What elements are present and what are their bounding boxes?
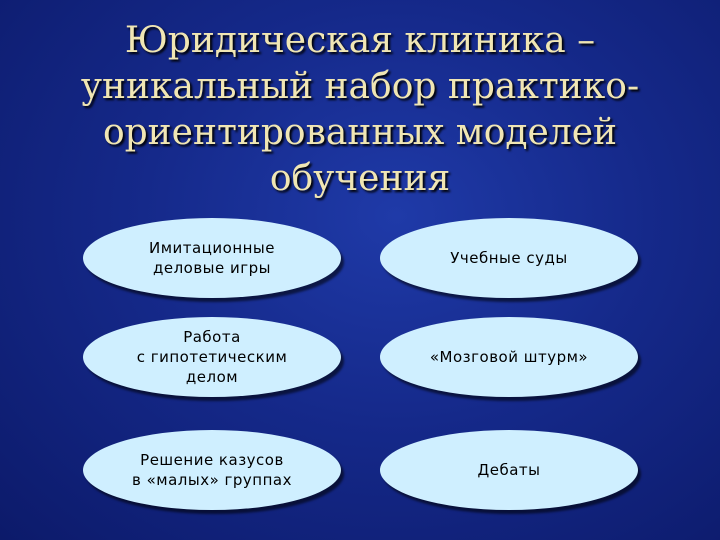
oval-label: «Мозговой штурм»	[429, 348, 589, 366]
oval-label: Решение казусов в «малых» группах	[131, 451, 292, 489]
oval-label: Учебные суды	[450, 249, 568, 267]
oval-debates	[380, 430, 638, 510]
oval-moot-courts	[380, 218, 638, 298]
slide-title: Юридическая клиника – уникальный набор практико-ориентированных моделей обучения	[80, 20, 640, 199]
oval-business-games	[83, 218, 341, 298]
oval-label: Работа с гипотетическим делом	[136, 328, 288, 386]
oval-label: Имитационные деловые игры	[148, 239, 276, 277]
oval-label: Дебаты	[477, 461, 541, 479]
oval-case-solving	[83, 430, 341, 510]
oval-hypothetical-case	[83, 317, 341, 397]
oval-brainstorm	[380, 317, 638, 397]
